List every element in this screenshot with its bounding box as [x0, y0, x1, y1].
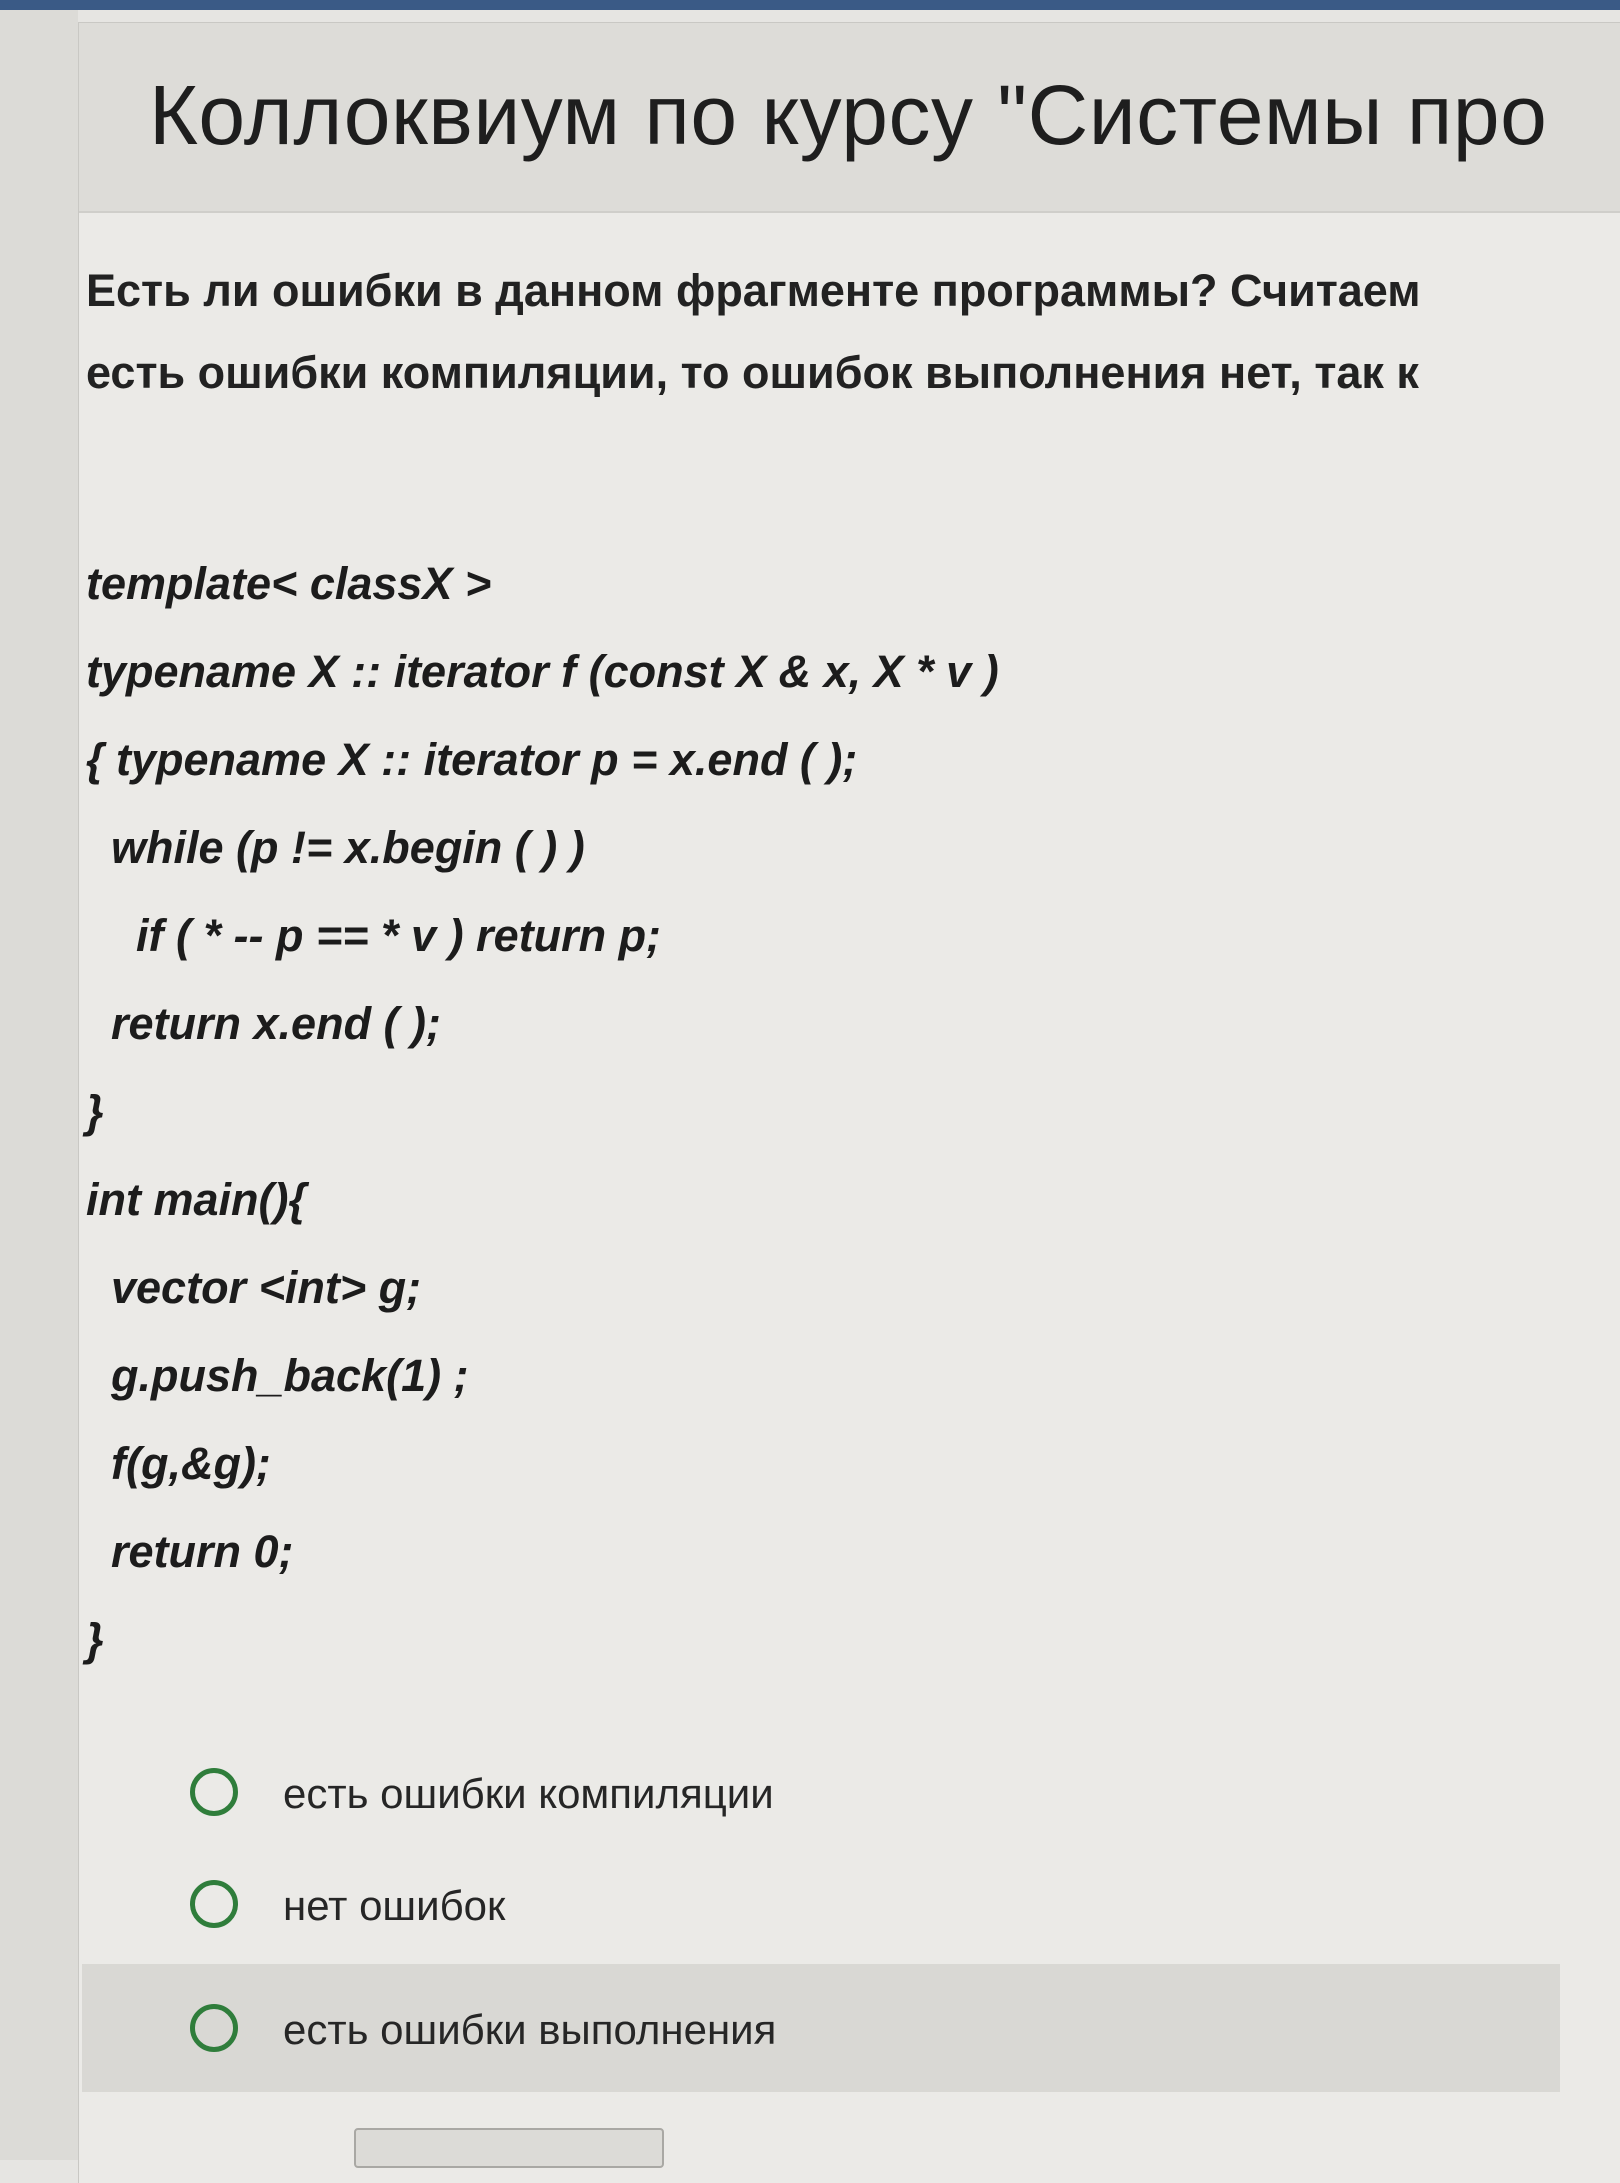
code-line: return x.end ( );: [86, 998, 442, 1049]
option-label: есть ошибки выполнения: [283, 2006, 777, 2053]
code-line: f(g,&g);: [86, 1438, 271, 1489]
question-text: [86, 250, 1586, 414]
radio-button[interactable]: [190, 1880, 238, 1928]
option-compile-errors[interactable]: [100, 1740, 1560, 1852]
option-no-errors[interactable]: [100, 1852, 1560, 1964]
code-line: }: [86, 1614, 104, 1665]
next-button[interactable]: [354, 2128, 664, 2168]
option-label: нет ошибок: [283, 1882, 506, 1929]
question-line: есть ошибки компиляции, то ошибок выполнения нет, так к: [86, 347, 1419, 398]
code-line: typename X :: iterator f (const X & x, X * v ): [86, 646, 999, 697]
answer-options: [100, 1740, 1560, 2092]
page-header: [79, 23, 1620, 213]
code-line: vector <int> g;: [86, 1262, 422, 1313]
code-line: if ( * -- p == * v ) return p;: [86, 910, 662, 961]
code-line: int main(){: [86, 1174, 306, 1225]
question-line: Есть ли ошибки в данном фрагменте программы? Считаем: [86, 265, 1421, 316]
code-line: return 0;: [86, 1526, 294, 1577]
page-title: Коллоквиум по курсу "Системы про: [149, 68, 1548, 162]
option-label: есть ошибки компиляции: [283, 1770, 774, 1817]
browser-top-bar: [0, 0, 1620, 10]
code-line: g.push_back(1) ;: [86, 1350, 469, 1401]
code-line: while (p != x.begin ( ) ): [86, 822, 585, 873]
code-line: }: [86, 1086, 104, 1137]
radio-button[interactable]: [190, 1768, 238, 1816]
option-runtime-errors[interactable]: [82, 1964, 1560, 2092]
code-snippet: [86, 540, 999, 1684]
radio-button[interactable]: [190, 2004, 238, 2052]
code-line: template< classX >: [86, 558, 492, 609]
page-margin: [0, 10, 78, 2160]
code-line: { typename X :: iterator p = x.end ( );: [86, 734, 858, 785]
